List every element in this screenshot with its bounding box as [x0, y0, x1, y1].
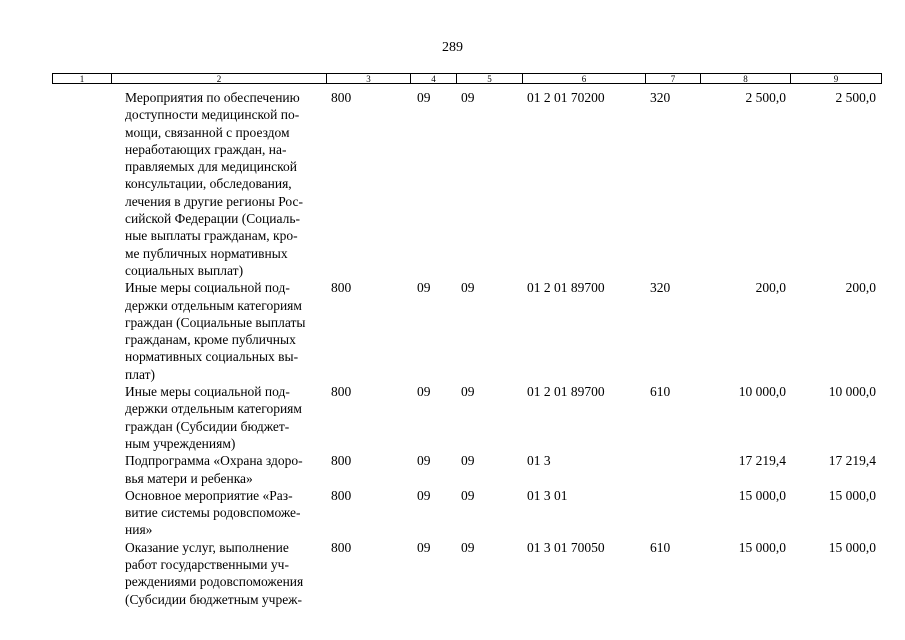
- row-ministry-code: 800: [331, 90, 352, 105]
- row-amount-col9: 15 000,0: [828, 487, 876, 503]
- row-expense-type: 320: [650, 90, 671, 105]
- row-expense-type: [645, 452, 700, 487]
- column-number-3: 3: [327, 74, 411, 83]
- column-number-5: 5: [457, 74, 523, 83]
- row-ministry-code: 800: [331, 384, 352, 400]
- table-row: [52, 383, 880, 452]
- column-number-7: 7: [646, 74, 701, 83]
- row-amount-col9: 17 219,4: [828, 453, 876, 469]
- row-target-code: 01 3 01 70050: [527, 539, 605, 555]
- row-ministry-code: 800: [331, 280, 352, 296]
- budget-table-body: [52, 89, 880, 608]
- row-expense-type: 320: [650, 280, 671, 296]
- row-target-code: 01 2 01 89700: [527, 384, 605, 400]
- row-target-code: 01 3 01: [527, 487, 568, 503]
- row-description: Иные меры социальной под- держки отдельным категориям граждан (Субсидии бюджет- ным учреждениям): [125, 384, 302, 451]
- page-number: 289: [442, 40, 463, 55]
- row-blank-cell: [52, 89, 111, 279]
- row-section-code: 09: [417, 487, 431, 503]
- row-description: Мероприятия по обеспечению доступности медицинской по- мощи, связанной с проездом неработающих граждан, на- правляемых для медицинской консультации, обследования, лечения в другие регионы Рос- сийской Федерации (Социаль- ные выплаты гражданам, кро- ме публичных нормативных социальных выплат): [125, 90, 303, 278]
- row-blank-cell: [52, 487, 111, 539]
- table-row: [52, 452, 880, 487]
- row-subsection-code: 09: [461, 90, 475, 105]
- row-blank-cell: [52, 539, 111, 608]
- row-ministry-code: 800: [331, 453, 352, 469]
- row-expense-type: 610: [650, 384, 671, 400]
- row-amount-col8: 2 500,0: [745, 90, 786, 105]
- row-amount-col8: 15 000,0: [738, 539, 786, 555]
- row-amount-col8: 15 000,0: [738, 487, 786, 503]
- row-amount-col8: 17 219,4: [738, 453, 786, 469]
- row-target-code: 01 2 01 70200: [527, 90, 605, 105]
- column-number-2: 2: [112, 74, 327, 83]
- row-section-code: 09: [417, 384, 431, 400]
- table-row: [52, 539, 880, 608]
- row-description: Иные меры социальной под- держки отдельным категориям граждан (Социальные выплаты гражданам, кроме публичных нормативных социальных вы- плат): [125, 280, 306, 382]
- row-amount-col9: 10 000,0: [828, 384, 876, 400]
- row-section-code: 09: [417, 453, 431, 469]
- row-amount-col8: 200,0: [755, 280, 786, 296]
- row-blank-cell: [52, 279, 111, 383]
- column-number-header: [52, 73, 882, 84]
- table-row: [52, 89, 880, 279]
- row-ministry-code: 800: [331, 539, 352, 555]
- row-section-code: 09: [417, 539, 431, 555]
- row-amount-col8: 10 000,0: [738, 384, 786, 400]
- column-number-9: 9: [833, 74, 839, 84]
- row-subsection-code: 09: [461, 453, 475, 469]
- row-section-code: 09: [417, 280, 431, 296]
- row-target-code: 01 3: [527, 453, 551, 469]
- row-blank-cell: [52, 452, 111, 487]
- row-blank-cell: [52, 383, 111, 452]
- column-number-8: 8: [701, 74, 791, 83]
- row-expense-type: [645, 487, 700, 539]
- row-subsection-code: 09: [461, 384, 475, 400]
- row-description: Подпрограмма «Охрана здоро- вья матери и ребенка»: [125, 453, 303, 486]
- row-description: Основное мероприятие «Раз- витие системы родовспоможе- ния»: [125, 487, 301, 538]
- column-number-4: 4: [411, 74, 457, 83]
- row-expense-type: 610: [650, 539, 671, 555]
- row-amount-col9: 15 000,0: [828, 539, 876, 555]
- table-row: [52, 487, 880, 539]
- row-description: Оказание услуг, выполнение работ государственными уч- реждениями родовспоможения (Субсидии бюджетным учреж-: [125, 539, 304, 607]
- row-subsection-code: 09: [461, 280, 475, 296]
- row-section-code: 09: [417, 90, 431, 105]
- row-subsection-code: 09: [461, 487, 475, 503]
- row-amount-col9: 2 500,0: [835, 90, 876, 105]
- row-ministry-code: 800: [331, 487, 352, 503]
- row-target-code: 01 2 01 89700: [527, 280, 605, 296]
- row-subsection-code: 09: [461, 539, 475, 555]
- column-number-6: 6: [523, 74, 646, 83]
- table-row: [52, 279, 880, 383]
- column-number-1: 1: [53, 74, 112, 83]
- row-amount-col9: 200,0: [845, 280, 876, 296]
